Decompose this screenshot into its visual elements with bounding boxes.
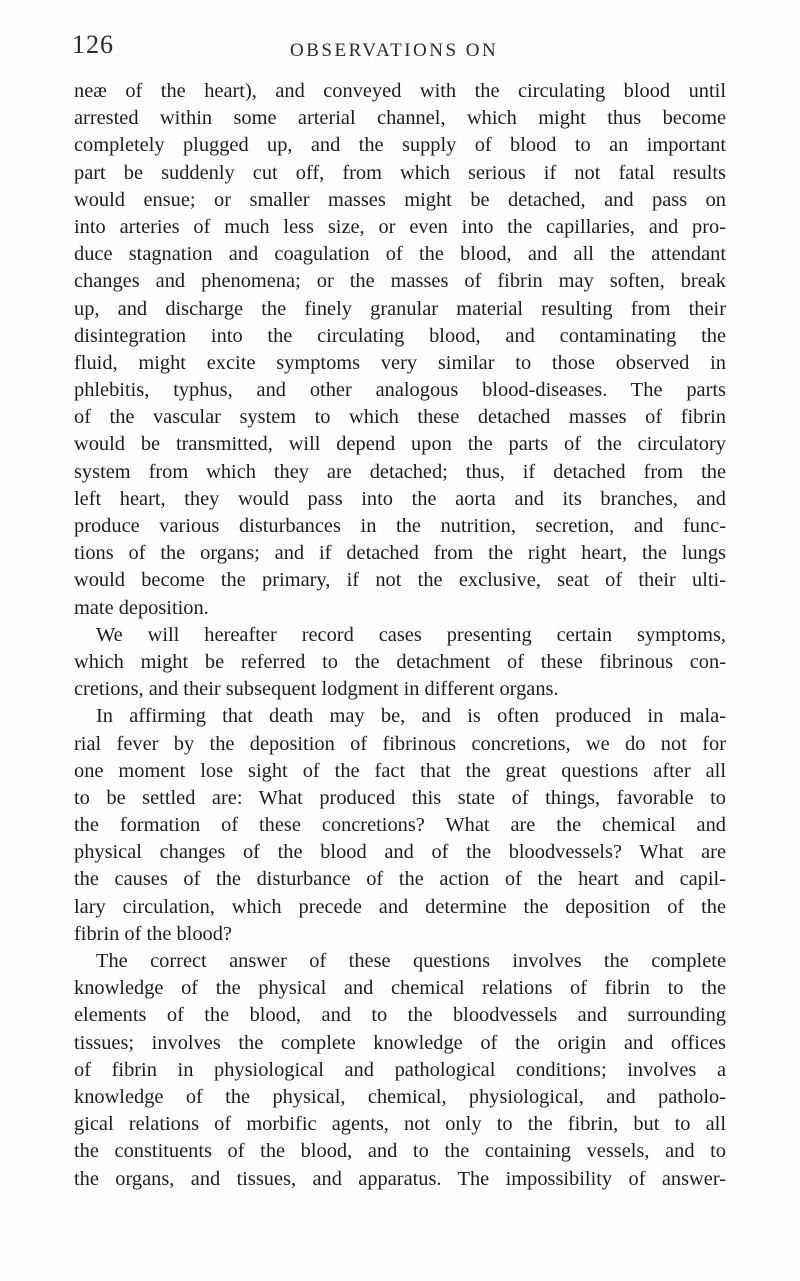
text-line: part be suddenly cut off, from which serious if not fatal results <box>74 161 726 184</box>
page-number: 126 <box>72 30 114 59</box>
text-line: tissues; involves the complete knowledge of the origin and offices <box>74 1031 726 1054</box>
text-line: knowledge of the physical and chemical relations of fibrin to the <box>74 977 726 1000</box>
text-line: The correct answer of these questions involves the complete <box>96 950 726 972</box>
text-line: disintegration into the circulating blood, and contaminating the <box>74 324 726 347</box>
text-line: knowledge of the physical, chemical, physiological, and patholo- <box>74 1085 726 1108</box>
text-line: one moment lose sight of the fact that the great questions after all <box>74 759 726 782</box>
text-line: completely plugged up, and the supply of blood to an important <box>74 134 726 157</box>
running-title: OBSERVATIONS ON <box>290 40 499 61</box>
text-line: the formation of these concretions? What are the chemical and <box>74 814 726 837</box>
text-line: would become the primary, if not the exclusive, seat of their ulti- <box>74 569 726 592</box>
text-line: cretions, and their subsequent lodgment in different organs. <box>74 678 559 701</box>
text-line: the causes of the disturbance of the action of the heart and capil- <box>74 868 726 891</box>
text-line: into arteries of much less size, or even into the capillaries, and pro- <box>74 215 726 238</box>
text-line: would ensue; or smaller masses might be detached, and pass on <box>74 188 726 211</box>
text-line: tions of the organs; and if detached from the right heart, the lungs <box>74 542 726 565</box>
text-line: changes and phenomena; or the masses of fibrin may soften, break <box>74 270 726 293</box>
text-line: fluid, might excite symptoms very similar to those observed in <box>74 351 726 374</box>
text-line: physical changes of the blood and of the bloodvessels? What are <box>74 841 726 864</box>
text-line: up, and discharge the finely granular material resulting from their <box>74 297 726 320</box>
text-line: fibrin of the blood? <box>74 922 232 945</box>
text-line: arrested within some arterial channel, which might thus become <box>74 107 726 130</box>
text-line: neæ of the heart), and conveyed with the circulating blood until <box>74 80 726 102</box>
text-line: lary circulation, which precede and determine the deposition of the <box>74 895 726 918</box>
text-line: duce stagnation and coagulation of the blood, and all the attendant <box>74 243 726 266</box>
body-text <box>74 78 726 1193</box>
text-line: of fibrin in physiological and pathological conditions; involves a <box>74 1058 726 1081</box>
text-line: elements of the blood, and to the bloodvessels and surrounding <box>74 1004 726 1027</box>
text-line: produce various disturbances in the nutrition, secretion, and func- <box>74 515 726 537</box>
text-line: rial fever by the deposition of fibrinous concretions, we do not for <box>74 732 726 755</box>
text-line: the organs, and tissues, and apparatus. The impossibility of answer- <box>74 1167 726 1190</box>
text-line: system from which they are detached; thus, if detached from the <box>74 460 726 483</box>
text-line: We will hereafter record cases presenting certain symptoms, <box>96 623 726 646</box>
text-line: the constituents of the blood, and to the containing vessels, and to <box>74 1140 726 1163</box>
text-line: to be settled are: What produced this state of things, favorable to <box>74 786 726 809</box>
text-line: of the vascular system to which these detached masses of fibrin <box>74 406 726 429</box>
text-line: In affirming that death may be, and is often produced in mala- <box>96 705 726 728</box>
text-line: phlebitis, typhus, and other analogous blood-diseases. The parts <box>74 379 726 402</box>
text-line: which might be referred to the detachment of these fibrinous con- <box>74 650 726 673</box>
text-line: mate deposition. <box>74 596 209 619</box>
text-line: would be transmitted, will depend upon the parts of the circulatory <box>74 433 726 456</box>
text-line: left heart, they would pass into the aorta and its branches, and <box>74 487 726 510</box>
text-line: gical relations of morbific agents, not only to the fibrin, but to all <box>74 1113 726 1136</box>
